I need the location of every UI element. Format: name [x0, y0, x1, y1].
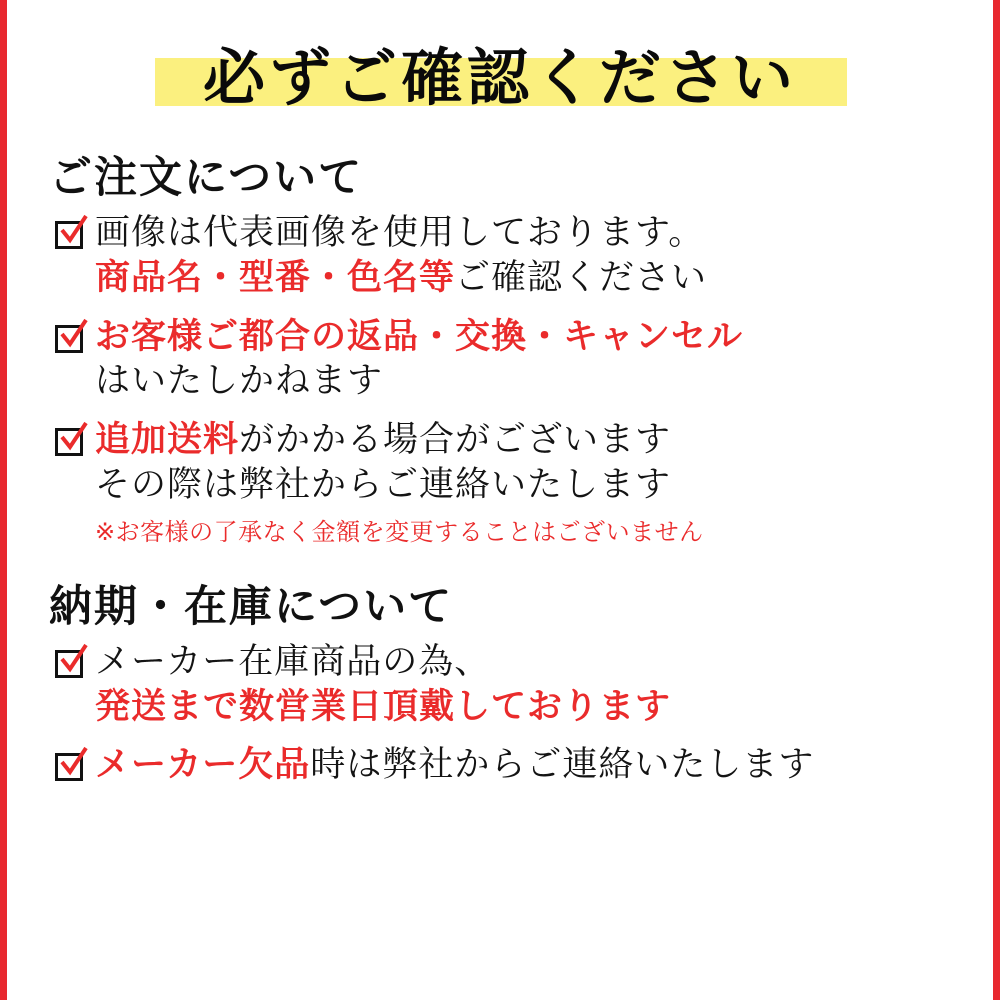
- notice-content: [7, 0, 993, 1000]
- text-red: お客様ご都合の返品・交換・キャンセル: [95, 316, 744, 357]
- list-item-text: [95, 418, 965, 547]
- text-line: はいたしかねます: [95, 361, 384, 402]
- section-heading-order: ご注文について: [49, 153, 364, 203]
- text-line: [95, 743, 965, 788]
- text-black: ご確認ください: [455, 257, 708, 298]
- checkbox-checked-icon: [53, 424, 89, 460]
- text-line: メーカー在庫商品の為、: [95, 641, 491, 682]
- list-item: [53, 743, 965, 788]
- text-red: 発送まで数営業日頂戴しております: [95, 686, 672, 727]
- list-item-text: [95, 743, 965, 788]
- checkbox-checked-icon: [53, 321, 89, 357]
- checkbox-checked-icon: [53, 217, 89, 253]
- text-line: 画像は代表画像を使用しております。: [95, 213, 705, 253]
- text-line: [95, 418, 965, 463]
- list-item-text: [95, 640, 965, 730]
- text-black: 時は弊社からご連絡いたします: [310, 745, 815, 786]
- text-line: その際は弊社からご連絡いたします: [95, 464, 672, 505]
- page-title: 必ずご確認ください: [202, 41, 797, 114]
- text-red: 商品名・型番・色名等: [95, 257, 456, 298]
- section-heading-delivery: 納期・在庫について: [49, 581, 454, 632]
- text-black: がかかる場合がございます: [239, 420, 672, 461]
- list-item: [53, 640, 965, 730]
- text-red: 追加送料: [95, 420, 240, 461]
- list-item: [53, 315, 965, 405]
- list-item-text: [95, 211, 965, 301]
- title-block: [35, 34, 965, 122]
- checkbox-checked-icon: [53, 749, 89, 785]
- checkbox-checked-icon: [53, 646, 89, 682]
- text-red: メーカー欠品: [95, 745, 311, 786]
- list-item-text: [95, 315, 965, 405]
- list-item: [53, 211, 965, 301]
- footnote: ※お客様の了承なく金額を変更することはございません: [95, 517, 704, 546]
- list-item: [53, 418, 965, 547]
- text-line: [95, 256, 965, 301]
